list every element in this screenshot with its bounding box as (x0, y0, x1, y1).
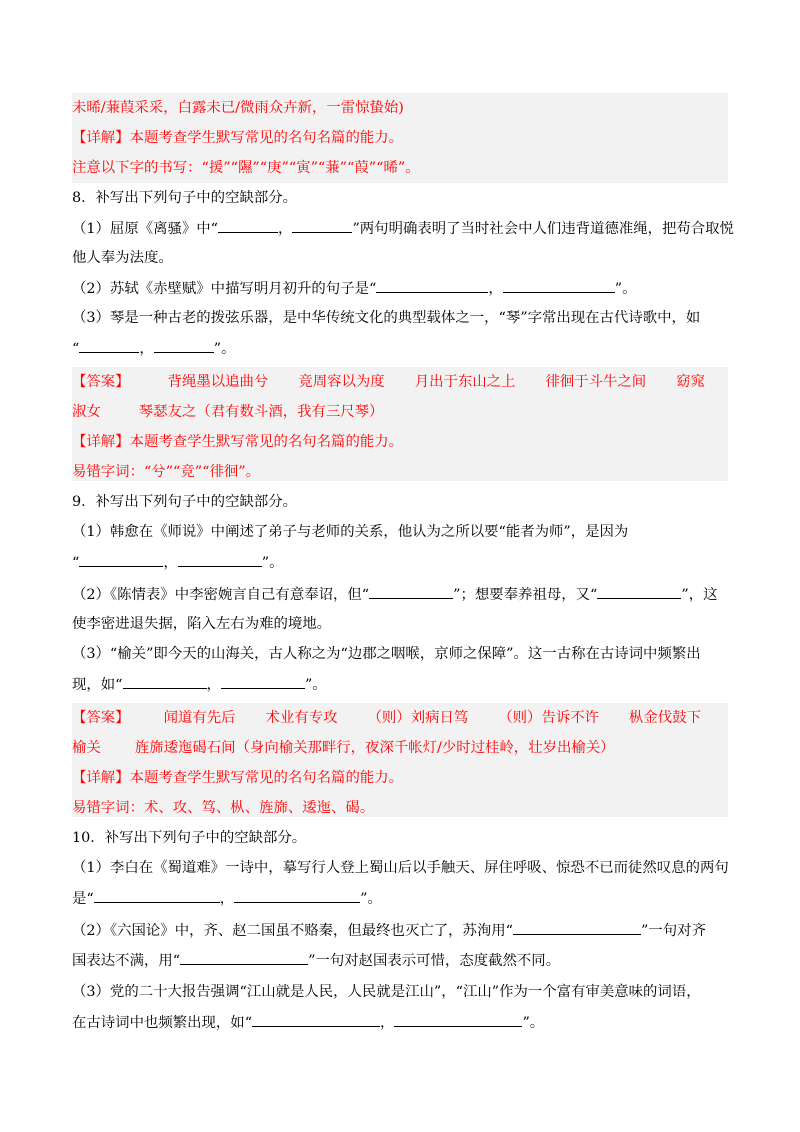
q10-blank-3[interactable] (513, 920, 641, 935)
q9-answer-5: 枞金伐鼓下 (629, 710, 701, 726)
q9-part2: （2）《陈情表》中李密婉言自己有意奉诏，但“ ”；想要奉养祖母，又“ ”，这 (72, 584, 728, 605)
q8-title: 8．补写出下列句子中的空缺部分。 (72, 190, 298, 206)
q8-answer-line-1 (72, 372, 728, 392)
q10-part2-cont: 国表达不满，用“ ”一句对赵国表示可惜，态度截然不同。 (72, 950, 728, 971)
top-detail (72, 128, 728, 148)
answer-tag: 【答案】 (72, 710, 130, 726)
q10-blank-6[interactable] (394, 1012, 522, 1027)
q9-part1-cont: “ ， ”。 (72, 552, 728, 573)
q9-blank-1[interactable] (79, 552, 163, 567)
q8-errata: 易错字词：“兮”“竞”“徘徊”。 (72, 464, 261, 480)
q10-part1-cont: 是“ ， ”。 (72, 888, 728, 909)
q9-answer-line-1 (72, 708, 728, 728)
q8-answer-2: 竞周容以为度 (298, 374, 385, 390)
detail-text: 本题考查学生默写常见的名句名篇的能力。 (129, 434, 404, 450)
q10-blank-1[interactable] (94, 888, 220, 903)
q9-part3-cont: 现，如“ ， ”。 (72, 674, 728, 695)
q8-part1-cont: 他人奉为法度。 (72, 250, 173, 266)
q9-answer-4: （则）告诉不许 (498, 710, 600, 726)
q8-blank-5[interactable] (79, 338, 139, 353)
q8-part3-cont: “ ， ”。 (72, 338, 728, 359)
q10-blank-2[interactable] (234, 888, 360, 903)
q9-answer-3: （则）刘病日笃 (367, 710, 469, 726)
q9-answer-2: 术业有专攻 (265, 710, 338, 726)
detail-tag: 【详解】 (72, 434, 130, 450)
answer-tag: 【答案】 (72, 374, 130, 390)
detail-text: 本题考查学生默写常见的名句名篇的能力。 (129, 770, 404, 786)
q8-detail (72, 432, 728, 452)
q9-part1: （1）韩愈在《师说》中阐述了弟子与老师的关系，他认为之所以要“能者为师”，是因为 (72, 524, 629, 540)
q8-answer-3: 月出于东山之上 (414, 374, 516, 390)
q9-part2-cont: 使李密进退失据，陷入左右为难的境地。 (72, 616, 332, 632)
q8-part3: （3）琴是一种古老的拨弦乐器，是中华传统文化的典型载体之一，“琴”字常出现在古代诗歌中，如 (72, 310, 701, 326)
q9-detail (72, 768, 728, 788)
q8-part1: （1）屈原《离骚》中“ ， ”两句明确表明了当时社会中人们违背道德准绳，把苟合取悦 (72, 218, 728, 239)
q9-blank-5[interactable] (123, 674, 207, 689)
q8-part2: （2）苏轼《赤壁赋》中描写明月初升的句子是“ ， ”。 (72, 278, 728, 299)
detail-tag: 【详解】 (72, 130, 130, 146)
q9-answer-1: 闻道有先后 (163, 710, 236, 726)
q9-blank-2[interactable] (178, 552, 262, 567)
q8-answer-5: 窈窕 (676, 374, 705, 390)
q8-answer-4: 徘徊于斗牛之间 (545, 374, 647, 390)
q10-part3-cont: 在古诗词中也频繁出现，如“ ， ”。 (72, 1012, 728, 1033)
q9-blank-3[interactable] (369, 584, 453, 599)
q8-answer-line-2: 淑女 琴瑟友之（君有数斗酒，我有三尺琴） (72, 404, 384, 420)
q8-blank-2[interactable] (292, 218, 352, 233)
q8-answer-1: 背绳墨以追曲兮 (167, 374, 269, 390)
q10-part1: （1）李白在《蜀道难》一诗中，摹写行人登上蜀山后以手触天、屏住呼吸、惊恐不已而徒然叹息的两句 (72, 860, 729, 876)
q9-title: 9．补写出下列句子中的空缺部分。 (72, 494, 298, 510)
q9-errata: 易错字词：术、攻、笃、枞、旌旆、逶迤、碣。 (72, 800, 375, 816)
q8-blank-6[interactable] (154, 338, 214, 353)
q10-part3: （3）党的二十大报告强调“江山就是人民，人民就是江山”，“江山”作为一个富有审美意味的词语， (72, 984, 701, 1000)
q9-answer-line-2: 榆关 旌旆逶迤碣石间（身向榆关那畔行，夜深千帐灯/少时过桂岭，壮岁出榆关） (72, 740, 615, 756)
q10-title: 10．补写出下列句子中的空缺部分。 (72, 830, 307, 846)
q8-blank-4[interactable] (503, 278, 615, 293)
q10-blank-4[interactable] (180, 950, 308, 965)
top-answer-continuation: 未晞/蒹葭采采，白露未已/微雨众卉新，一雷惊蛰始) (72, 100, 404, 116)
detail-tag: 【详解】 (72, 770, 130, 786)
q10-blank-5[interactable] (252, 1012, 380, 1027)
top-note: 注意以下字的书写：“援”“隰”“庚”“寅”“蒹”“葭”“晞”。 (72, 160, 420, 176)
q8-blank-3[interactable] (376, 278, 488, 293)
q9-blank-4[interactable] (597, 584, 681, 599)
q9-blank-6[interactable] (221, 674, 305, 689)
q9-part3: （3）“榆关”即今天的山海关，古人称之为“边郡之咽喉，京师之保障”。这一古称在古诗词中频繁出 (72, 646, 701, 662)
q10-part2: （2）《六国论》中，齐、赵二国虽不赂秦，但最终也灭亡了，苏洵用“ ”一句对齐 (72, 920, 728, 941)
q8-blank-1[interactable] (218, 218, 278, 233)
detail-text: 本题考查学生默写常见的名句名篇的能力。 (129, 130, 404, 146)
